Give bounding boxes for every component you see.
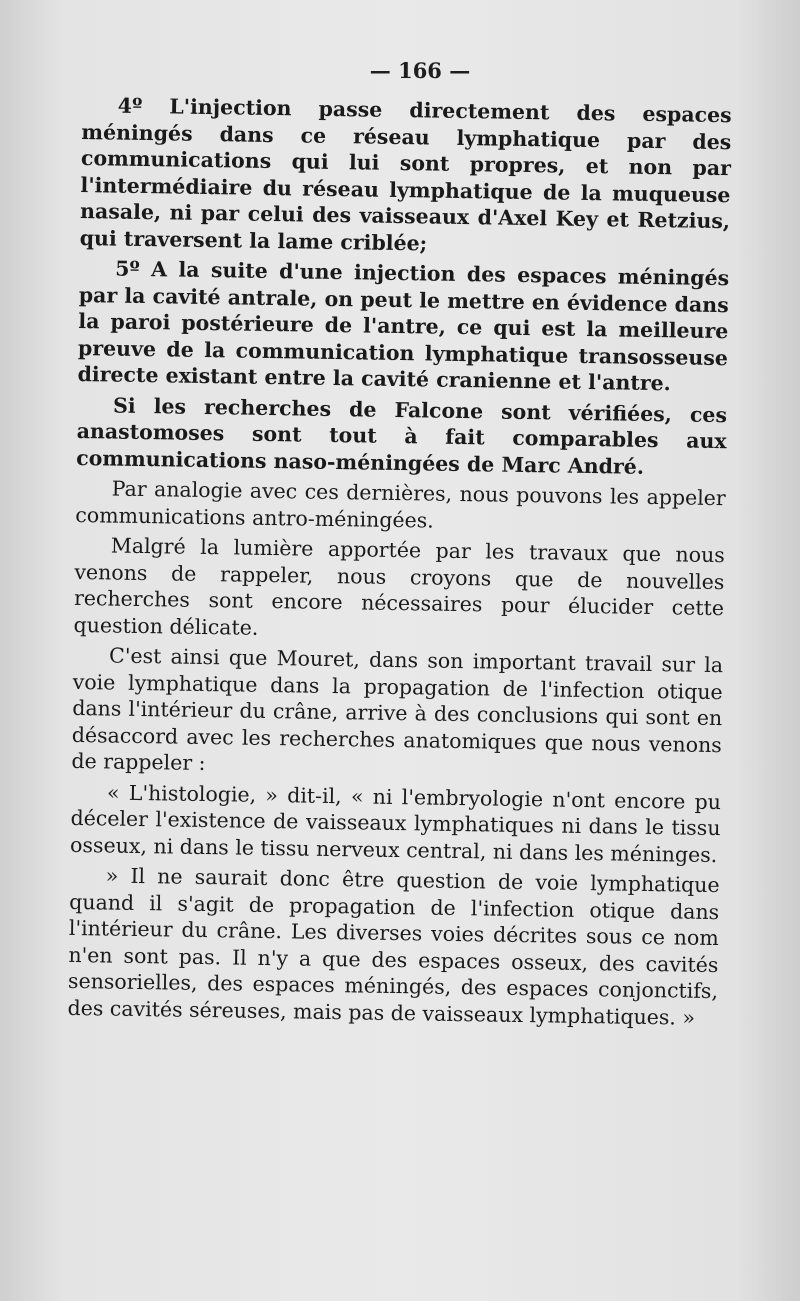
paragraph-conclusion-4: 4º L'injection passe directement des espaces méningés dans ce réseau lymphatique par des communications qui lui sont propres, et non par l'intermédiaire du réseau lymphatique de la muqueuse nasale, ni par celui des vaisseaux d'Axel Key et Retzius, qui traversent la lame criblée; (79, 93, 732, 255)
paragraph-mouret: C'est ainsi que Mouret, dans son important travail sur la voie lymphatique dans la propagation de l'infection otique dans l'intérieur du crâne, arrive à des conclusions qui sont en désaccord avec les recherches anatomiques que nous venons de rappeler : (71, 643, 724, 776)
paragraph-malgre: Malgré la lumière apportée par les travaux que nous venons de rappeler, nous croyons que de nouvelles recherches sont encore nécessaires pour élucider cette question délicate. (73, 533, 725, 640)
paragraph-falcone: Si les recherches de Falcone sont vérifiées, ces anastomoses sont tout à fait comparables aux communications naso-méningées de Marc André. (76, 393, 728, 479)
body-text (67, 92, 732, 1035)
paragraph-analogie: Par analogie avec ces dernières, nous pouvons les appeler communications antro-méningées. (75, 476, 726, 533)
page-number: — 166 — (369, 58, 471, 83)
paragraph-quote-voie: » Il ne saurait donc être question de voie lymphatique quand il s'agit de propagation de l'infection otique dans l'intérieur du crâne. Les diverses voies décrites sous ce nom n'en sont pas. Il n'y a que des espaces osseux, des cavités sensorielles, des espaces méningés, des espaces conjonctifs, des cavités séreuses, mais pas de vaisseaux lymphatiques. » (67, 863, 720, 1030)
paragraph-quote-histologie: « L'histologie, » dit-il, « ni l'embryologie n'ont encore pu déceler l'existence de vaisseaux lymphatiques ni dans le tissu osseux, ni dans le tissu nerveux central, ni dans les méninges. (69, 779, 722, 867)
paragraph-conclusion-5: 5º A la suite d'une injection des espaces méningés par la cavité antrale, on peut le mettre en évidence dans la paroi postérieure de l'antre, ce qui est la meilleure preuve de la communication lymphatique transosseuse directe existant entre la cavité cranienne et l'antre. (77, 256, 730, 396)
